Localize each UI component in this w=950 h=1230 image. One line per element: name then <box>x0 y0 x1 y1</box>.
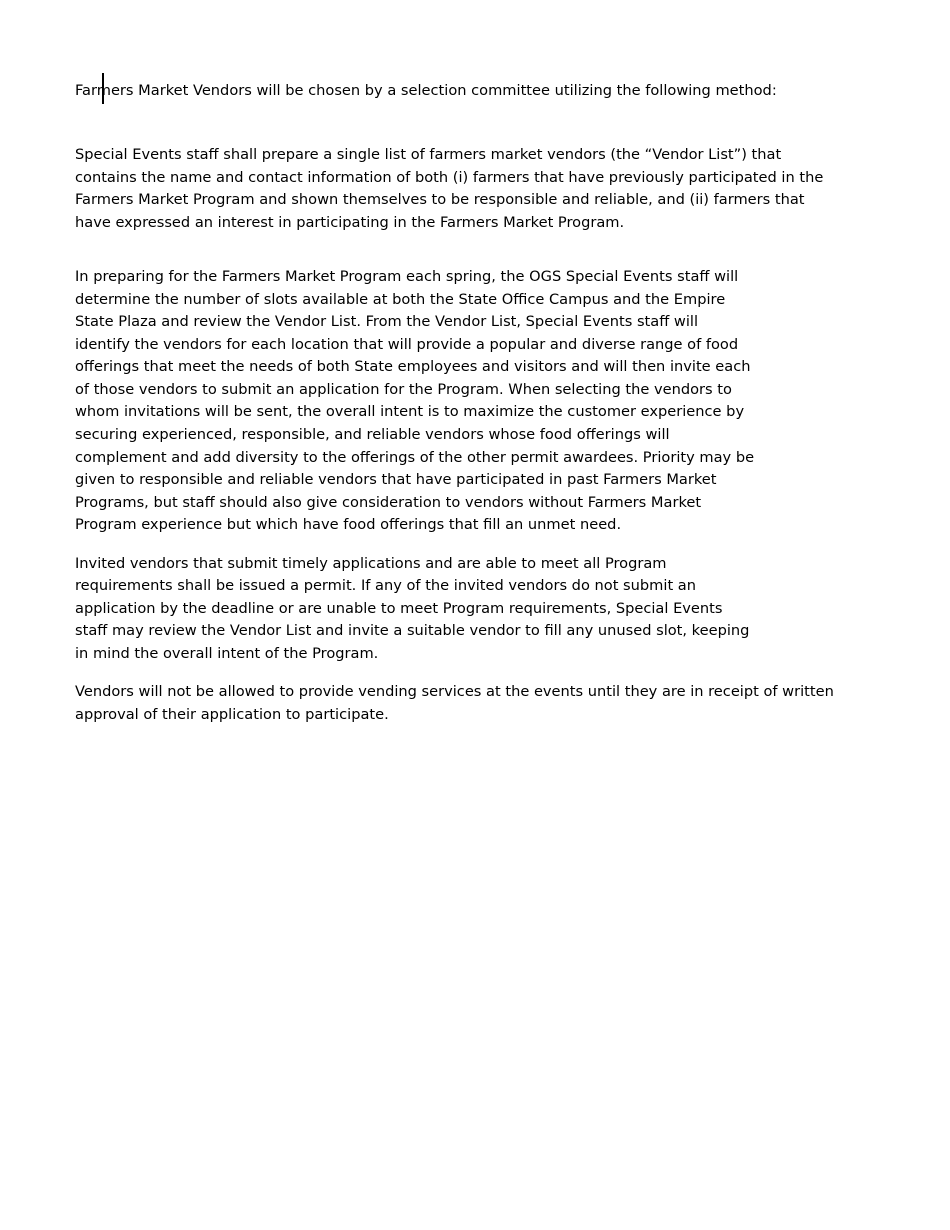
paragraph-line: staff may review the Vendor List and invite a suitable vendor to fill any unused slot, keeping <box>75 622 750 639</box>
paragraph-line: determine the number of slots available at both the State Office Campus and the Empire <box>75 291 726 308</box>
paragraph-line: Programs, but staff should also give consideration to vendors without Farmers Market <box>75 494 702 511</box>
intro-line: Farmers Market Vendors will be chosen by a selection committee utilizing the following method: <box>75 82 777 99</box>
paragraph-line: contains the name and contact information of both (i) farmers that have previously participated in the <box>75 169 824 186</box>
paragraph-line: in mind the overall intent of the Program. <box>75 645 379 662</box>
paragraph-line: requirements shall be issued a permit. If any of the invited vendors do not submit an <box>75 577 696 594</box>
paragraph-line: application by the deadline or are unable to meet Program requirements, Special Events <box>75 600 723 617</box>
paragraph-line: Farmers Market Program and shown themselves to be responsible and reliable, and (ii) farmers that <box>75 191 805 208</box>
paragraph-line: whom invitations will be sent, the overall intent is to maximize the customer experience by <box>75 403 745 420</box>
paragraph-line: Vendors will not be allowed to provide vending services at the events until they are in receipt of written <box>75 683 834 700</box>
paragraph-line: In preparing for the Farmers Market Program each spring, the OGS Special Events staff will <box>75 268 739 285</box>
paragraph-line: securing experienced, responsible, and reliable vendors whose food offerings will <box>75 426 670 443</box>
paragraph-line: have expressed an interest in participating in the Farmers Market Program. <box>75 214 625 231</box>
paragraph-line: State Plaza and review the Vendor List. From the Vendor List, Special Events staff will <box>75 313 699 330</box>
paragraph-line: complement and add diversity to the offerings of the other permit awardees. Priority may be <box>75 449 755 466</box>
paragraph-line: Program experience but which have food offerings that fill an unmet need. <box>75 516 622 533</box>
paragraph-line: identify the vendors for each location that will provide a popular and diverse range of food <box>75 336 739 353</box>
paragraph-line: Special Events staff shall prepare a single list of farmers market vendors (the “Vendor List”) that <box>75 146 782 163</box>
paragraph-line: of those vendors to submit an application for the Program. When selecting the vendors to <box>75 381 732 398</box>
paragraph-line: offerings that meet the needs of both State employees and visitors and will then invite each <box>75 358 751 375</box>
paragraph-line: approval of their application to participate. <box>75 706 389 723</box>
paragraph-line: Invited vendors that submit timely applications and are able to meet all Program <box>75 555 667 572</box>
paragraph-line: given to responsible and reliable vendors that have participated in past Farmers Market <box>75 471 717 488</box>
